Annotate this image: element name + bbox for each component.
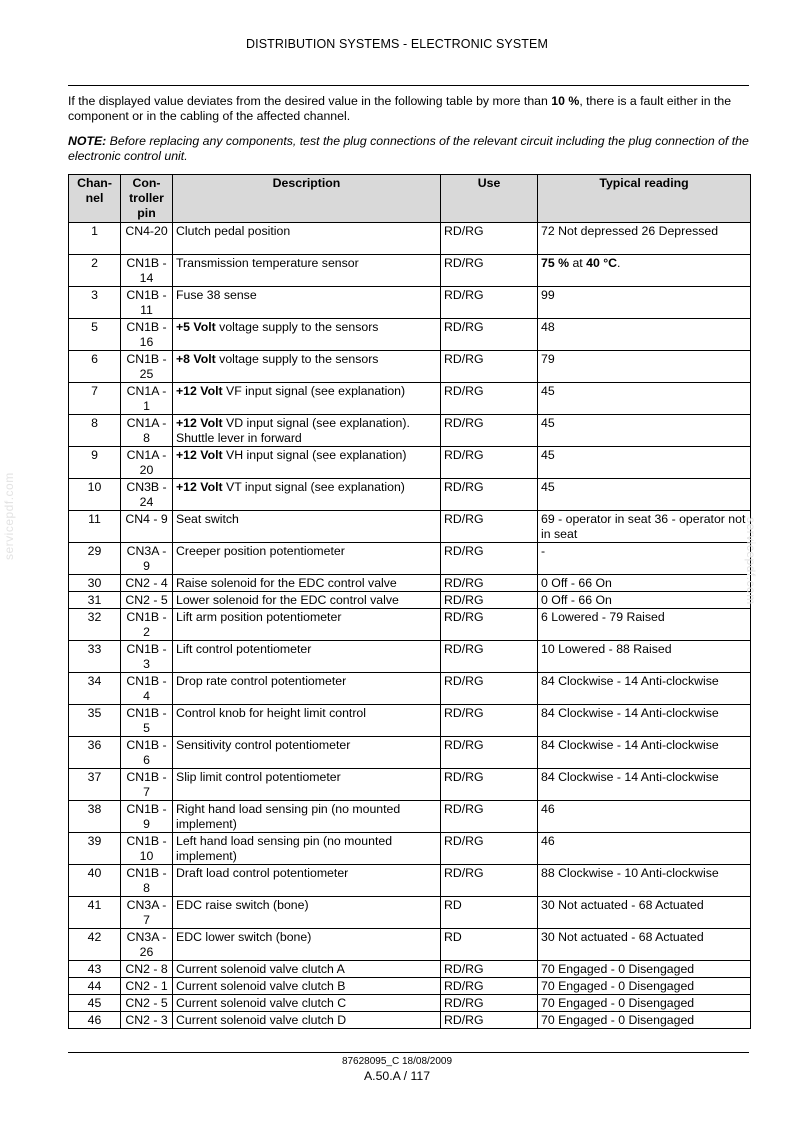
cell-typical-reading: 30 Not actuated - 68 Actuated (538, 929, 751, 961)
table-row (69, 995, 751, 1012)
table-row (69, 801, 751, 833)
cell-channel: 2 (69, 255, 121, 287)
header-rule (68, 85, 749, 86)
cell-use: RD/RG (441, 865, 538, 897)
cell-channel: 35 (69, 705, 121, 737)
cell-channel: 37 (69, 769, 121, 801)
cell-channel: 6 (69, 351, 121, 383)
description-text: Control knob for height limit control (176, 706, 367, 720)
page-header: DISTRIBUTION SYSTEMS - ELECTRONIC SYSTEM (246, 37, 548, 51)
cell-description (173, 769, 441, 801)
cell-description (173, 383, 441, 415)
cell-use: RD/RG (441, 543, 538, 575)
table-row (69, 978, 751, 995)
cell-channel: 42 (69, 929, 121, 961)
description-text: Current solenoid valve clutch B (176, 979, 346, 993)
cell-controller-pin: CN2 - 3 (121, 1012, 173, 1029)
cell-controller-pin: CN3A - 9 (121, 543, 173, 575)
description-text: EDC raise switch (bone) (176, 898, 309, 912)
description-text: Draft load control potentiometer (176, 866, 349, 880)
table-row (69, 705, 751, 737)
cell-channel: 31 (69, 592, 121, 609)
cell-controller-pin: CN1B - 3 (121, 641, 173, 673)
cell-channel: 10 (69, 479, 121, 511)
cell-description (173, 929, 441, 961)
cell-use: RD/RG (441, 447, 538, 479)
cell-channel: 34 (69, 673, 121, 705)
cell-use: RD/RG (441, 995, 538, 1012)
note-label: NOTE: (68, 134, 107, 148)
cell-description (173, 641, 441, 673)
cell-use: RD/RG (441, 1012, 538, 1029)
description-text: EDC lower switch (bone) (176, 930, 312, 944)
description-text: voltage supply to the sensors (215, 352, 379, 366)
cell-channel: 44 (69, 978, 121, 995)
table-row (69, 223, 751, 255)
table-row (69, 543, 751, 575)
cell-description (173, 575, 441, 592)
cell-controller-pin: CN1B - 11 (121, 287, 173, 319)
description-voltage: +12 Volt (176, 416, 223, 430)
cell-typical-reading: 84 Clockwise - 14 Anti-clockwise (538, 673, 751, 705)
cell-use: RD/RG (441, 609, 538, 641)
cell-controller-pin: CN1B - 5 (121, 705, 173, 737)
cell-description (173, 705, 441, 737)
cell-use: RD/RG (441, 575, 538, 592)
cell-typical-reading: 79 (538, 351, 751, 383)
cell-channel: 7 (69, 383, 121, 415)
cell-use: RD/RG (441, 801, 538, 833)
cell-description (173, 995, 441, 1012)
intro-paragraph (68, 94, 750, 124)
cell-use: RD (441, 897, 538, 929)
cell-typical-reading: 69 - operator in seat 36 - operator not in seat (538, 511, 751, 543)
cell-controller-pin: CN1A - 8 (121, 415, 173, 447)
description-text: Transmission temperature sensor (176, 256, 359, 270)
table-header-row (69, 175, 751, 223)
cell-use: RD/RG (441, 287, 538, 319)
cell-channel: 29 (69, 543, 121, 575)
cell-typical-reading: 46 (538, 801, 751, 833)
table-row (69, 897, 751, 929)
description-text: Right hand load sensing pin (no mounted implement) (176, 802, 401, 831)
cell-description (173, 479, 441, 511)
cell-typical-reading: 46 (538, 833, 751, 865)
description-text: Current solenoid valve clutch D (176, 1013, 347, 1027)
cell-typical-reading: 70 Engaged - 0 Disengaged (538, 978, 751, 995)
cell-use: RD/RG (441, 769, 538, 801)
table-row (69, 592, 751, 609)
cell-controller-pin: CN2 - 5 (121, 995, 173, 1012)
cell-description (173, 833, 441, 865)
cell-use: RD/RG (441, 978, 538, 995)
cell-use: RD/RG (441, 351, 538, 383)
cell-use: RD/RG (441, 255, 538, 287)
table-row (69, 255, 751, 287)
cell-controller-pin: CN1A - 20 (121, 447, 173, 479)
cell-channel: 46 (69, 1012, 121, 1029)
cell-typical-reading: 45 (538, 447, 751, 479)
cell-use: RD/RG (441, 673, 538, 705)
cell-description (173, 351, 441, 383)
cell-typical-reading: 84 Clockwise - 14 Anti-clockwise (538, 737, 751, 769)
cell-controller-pin: CN1B - 4 (121, 673, 173, 705)
cell-controller-pin: CN2 - 4 (121, 575, 173, 592)
note-paragraph (68, 134, 750, 164)
table-row (69, 961, 751, 978)
cell-description (173, 961, 441, 978)
cell-typical-reading: 30 Not actuated - 68 Actuated (538, 897, 751, 929)
cell-use: RD (441, 929, 538, 961)
cell-channel: 3 (69, 287, 121, 319)
footer-doc-id: 87628095_C 18/08/2009 (341, 1056, 453, 1067)
description-text: VF input signal (see explanation) (222, 384, 406, 398)
cell-description (173, 511, 441, 543)
description-text: Lift arm position potentiometer (176, 610, 342, 624)
description-text: Sensitivity control potentiometer (176, 738, 351, 752)
cell-channel: 33 (69, 641, 121, 673)
description-text: Slip limit control potentiometer (176, 770, 341, 784)
cell-controller-pin: CN3A - 7 (121, 897, 173, 929)
table-row (69, 641, 751, 673)
watermark-right: servicepdf.com (744, 517, 758, 605)
table-row (69, 865, 751, 897)
footer-page-number: A.50.A / 117 (363, 1069, 431, 1083)
cell-channel: 9 (69, 447, 121, 479)
cell-controller-pin: CN1B - 8 (121, 865, 173, 897)
cell-controller-pin: CN1B - 9 (121, 801, 173, 833)
cell-typical-reading: 0 Off - 66 On (538, 592, 751, 609)
cell-description (173, 255, 441, 287)
table-row (69, 769, 751, 801)
cell-channel: 39 (69, 833, 121, 865)
table-row (69, 1012, 751, 1029)
table-row (69, 511, 751, 543)
description-text: Lower solenoid for the EDC control valve (176, 593, 399, 607)
description-text: voltage supply to the sensors (215, 320, 379, 334)
table-row (69, 833, 751, 865)
description-text: Creeper position potentiometer (176, 544, 345, 558)
cell-description (173, 737, 441, 769)
header-channel: Chan-nel (69, 175, 121, 223)
table-row (69, 737, 751, 769)
cell-use: RD/RG (441, 641, 538, 673)
cell-typical-reading: 99 (538, 287, 751, 319)
cell-controller-pin: CN1A - 1 (121, 383, 173, 415)
cell-typical-reading: 48 (538, 319, 751, 351)
table-row (69, 609, 751, 641)
header-description: Description (173, 175, 441, 223)
header-use: Use (441, 175, 538, 223)
table-row (69, 447, 751, 479)
table-row (69, 287, 751, 319)
cell-controller-pin: CN1B - 14 (121, 255, 173, 287)
table-row (69, 415, 751, 447)
cell-description (173, 415, 441, 447)
description-text: VH input signal (see explanation) (222, 448, 407, 462)
description-text: Raise solenoid for the EDC control valve (176, 576, 397, 590)
cell-typical-reading: 45 (538, 383, 751, 415)
cell-controller-pin: CN1B - 7 (121, 769, 173, 801)
cell-channel: 40 (69, 865, 121, 897)
description-text: Current solenoid valve clutch C (176, 996, 347, 1010)
cell-use: RD/RG (441, 223, 538, 255)
cell-use: RD/RG (441, 592, 538, 609)
table-row (69, 351, 751, 383)
table-row (69, 319, 751, 351)
cell-typical-reading: 84 Clockwise - 14 Anti-clockwise (538, 705, 751, 737)
description-text: Fuse 38 sense (176, 288, 257, 302)
cell-channel: 43 (69, 961, 121, 978)
cell-description (173, 223, 441, 255)
header-controller-pin: Con-troller pin (121, 175, 173, 223)
cell-controller-pin: CN1B - 2 (121, 609, 173, 641)
cell-use: RD/RG (441, 479, 538, 511)
cell-typical-reading: 0 Off - 66 On (538, 575, 751, 592)
cell-description (173, 319, 441, 351)
cell-typical-reading: 72 Not depressed 26 Depressed (538, 223, 751, 255)
intro-pre: If the displayed value deviates from the desired value in the following table by more than (68, 94, 552, 108)
cell-use: RD/RG (441, 383, 538, 415)
cell-controller-pin: CN2 - 8 (121, 961, 173, 978)
cell-channel: 41 (69, 897, 121, 929)
cell-description (173, 865, 441, 897)
description-text: VD input signal (see explanation). Shuttle lever in forward (176, 416, 410, 445)
cell-typical-reading: 75 % at 40 °C. (538, 255, 751, 287)
cell-description (173, 673, 441, 705)
cell-description (173, 447, 441, 479)
cell-description (173, 609, 441, 641)
description-voltage: +5 Volt (176, 320, 216, 334)
channel-table (68, 174, 751, 1029)
cell-typical-reading: 45 (538, 479, 751, 511)
cell-description (173, 897, 441, 929)
cell-description (173, 287, 441, 319)
header-typical-reading: Typical reading (538, 175, 751, 223)
table-row (69, 929, 751, 961)
description-voltage: +12 Volt (176, 480, 223, 494)
description-voltage: +12 Volt (176, 448, 223, 462)
cell-description (173, 978, 441, 995)
description-text: Lift control potentiometer (176, 642, 312, 656)
cell-use: RD/RG (441, 737, 538, 769)
table-row (69, 575, 751, 592)
cell-typical-reading: 70 Engaged - 0 Disengaged (538, 961, 751, 978)
cell-description (173, 801, 441, 833)
cell-typical-reading: 70 Engaged - 0 Disengaged (538, 995, 751, 1012)
cell-controller-pin: CN1B - 6 (121, 737, 173, 769)
cell-typical-reading: 6 Lowered - 79 Raised (538, 609, 751, 641)
cell-controller-pin: CN4-20 (121, 223, 173, 255)
cell-channel: 36 (69, 737, 121, 769)
intro-post: , there is a fault either in the component or in the cabling of the affected channel. (68, 94, 732, 123)
footer-rule (68, 1052, 749, 1053)
cell-controller-pin: CN2 - 5 (121, 592, 173, 609)
cell-use: RD/RG (441, 511, 538, 543)
cell-typical-reading: 88 Clockwise - 10 Anti-clockwise (538, 865, 751, 897)
description-text: VT input signal (see explanation) (222, 480, 405, 494)
description-text: Left hand load sensing pin (no mounted implement) (176, 834, 393, 863)
cell-controller-pin: CN4 - 9 (121, 511, 173, 543)
cell-channel: 8 (69, 415, 121, 447)
cell-controller-pin: CN1B - 16 (121, 319, 173, 351)
cell-description (173, 592, 441, 609)
description-text: Clutch pedal position (176, 224, 291, 238)
cell-use: RD/RG (441, 415, 538, 447)
cell-description (173, 1012, 441, 1029)
cell-channel: 30 (69, 575, 121, 592)
table-body (69, 223, 751, 1029)
cell-typical-reading: 70 Engaged - 0 Disengaged (538, 1012, 751, 1029)
cell-use: RD/RG (441, 833, 538, 865)
cell-description (173, 543, 441, 575)
cell-channel: 5 (69, 319, 121, 351)
cell-use: RD/RG (441, 319, 538, 351)
table-row (69, 479, 751, 511)
description-voltage: +8 Volt (176, 352, 216, 366)
cell-typical-reading: 45 (538, 415, 751, 447)
cell-channel: 45 (69, 995, 121, 1012)
description-text: Current solenoid valve clutch A (176, 962, 345, 976)
cell-controller-pin: CN3A - 26 (121, 929, 173, 961)
note-text: Before replacing any components, test the plug connections of the relevant circuit including the plug connection of the electronic control unit. (68, 134, 749, 163)
cell-controller-pin: CN1B - 25 (121, 351, 173, 383)
cell-channel: 32 (69, 609, 121, 641)
cell-controller-pin: CN1B - 10 (121, 833, 173, 865)
description-text: Drop rate control potentiometer (176, 674, 347, 688)
cell-typical-reading: 84 Clockwise - 14 Anti-clockwise (538, 769, 751, 801)
cell-channel: 11 (69, 511, 121, 543)
cell-controller-pin: CN2 - 1 (121, 978, 173, 995)
intro-threshold: 10 % (551, 94, 580, 108)
cell-use: RD/RG (441, 961, 538, 978)
table-row (69, 673, 751, 705)
cell-channel: 38 (69, 801, 121, 833)
description-voltage: +12 Volt (176, 384, 223, 398)
cell-use: RD/RG (441, 705, 538, 737)
cell-typical-reading: 10 Lowered - 88 Raised (538, 641, 751, 673)
cell-channel: 1 (69, 223, 121, 255)
watermark-left: servicepdf.com (2, 472, 16, 560)
cell-controller-pin: CN3B - 24 (121, 479, 173, 511)
cell-typical-reading: - (538, 543, 751, 575)
table-row (69, 383, 751, 415)
description-text: Seat switch (176, 512, 239, 526)
